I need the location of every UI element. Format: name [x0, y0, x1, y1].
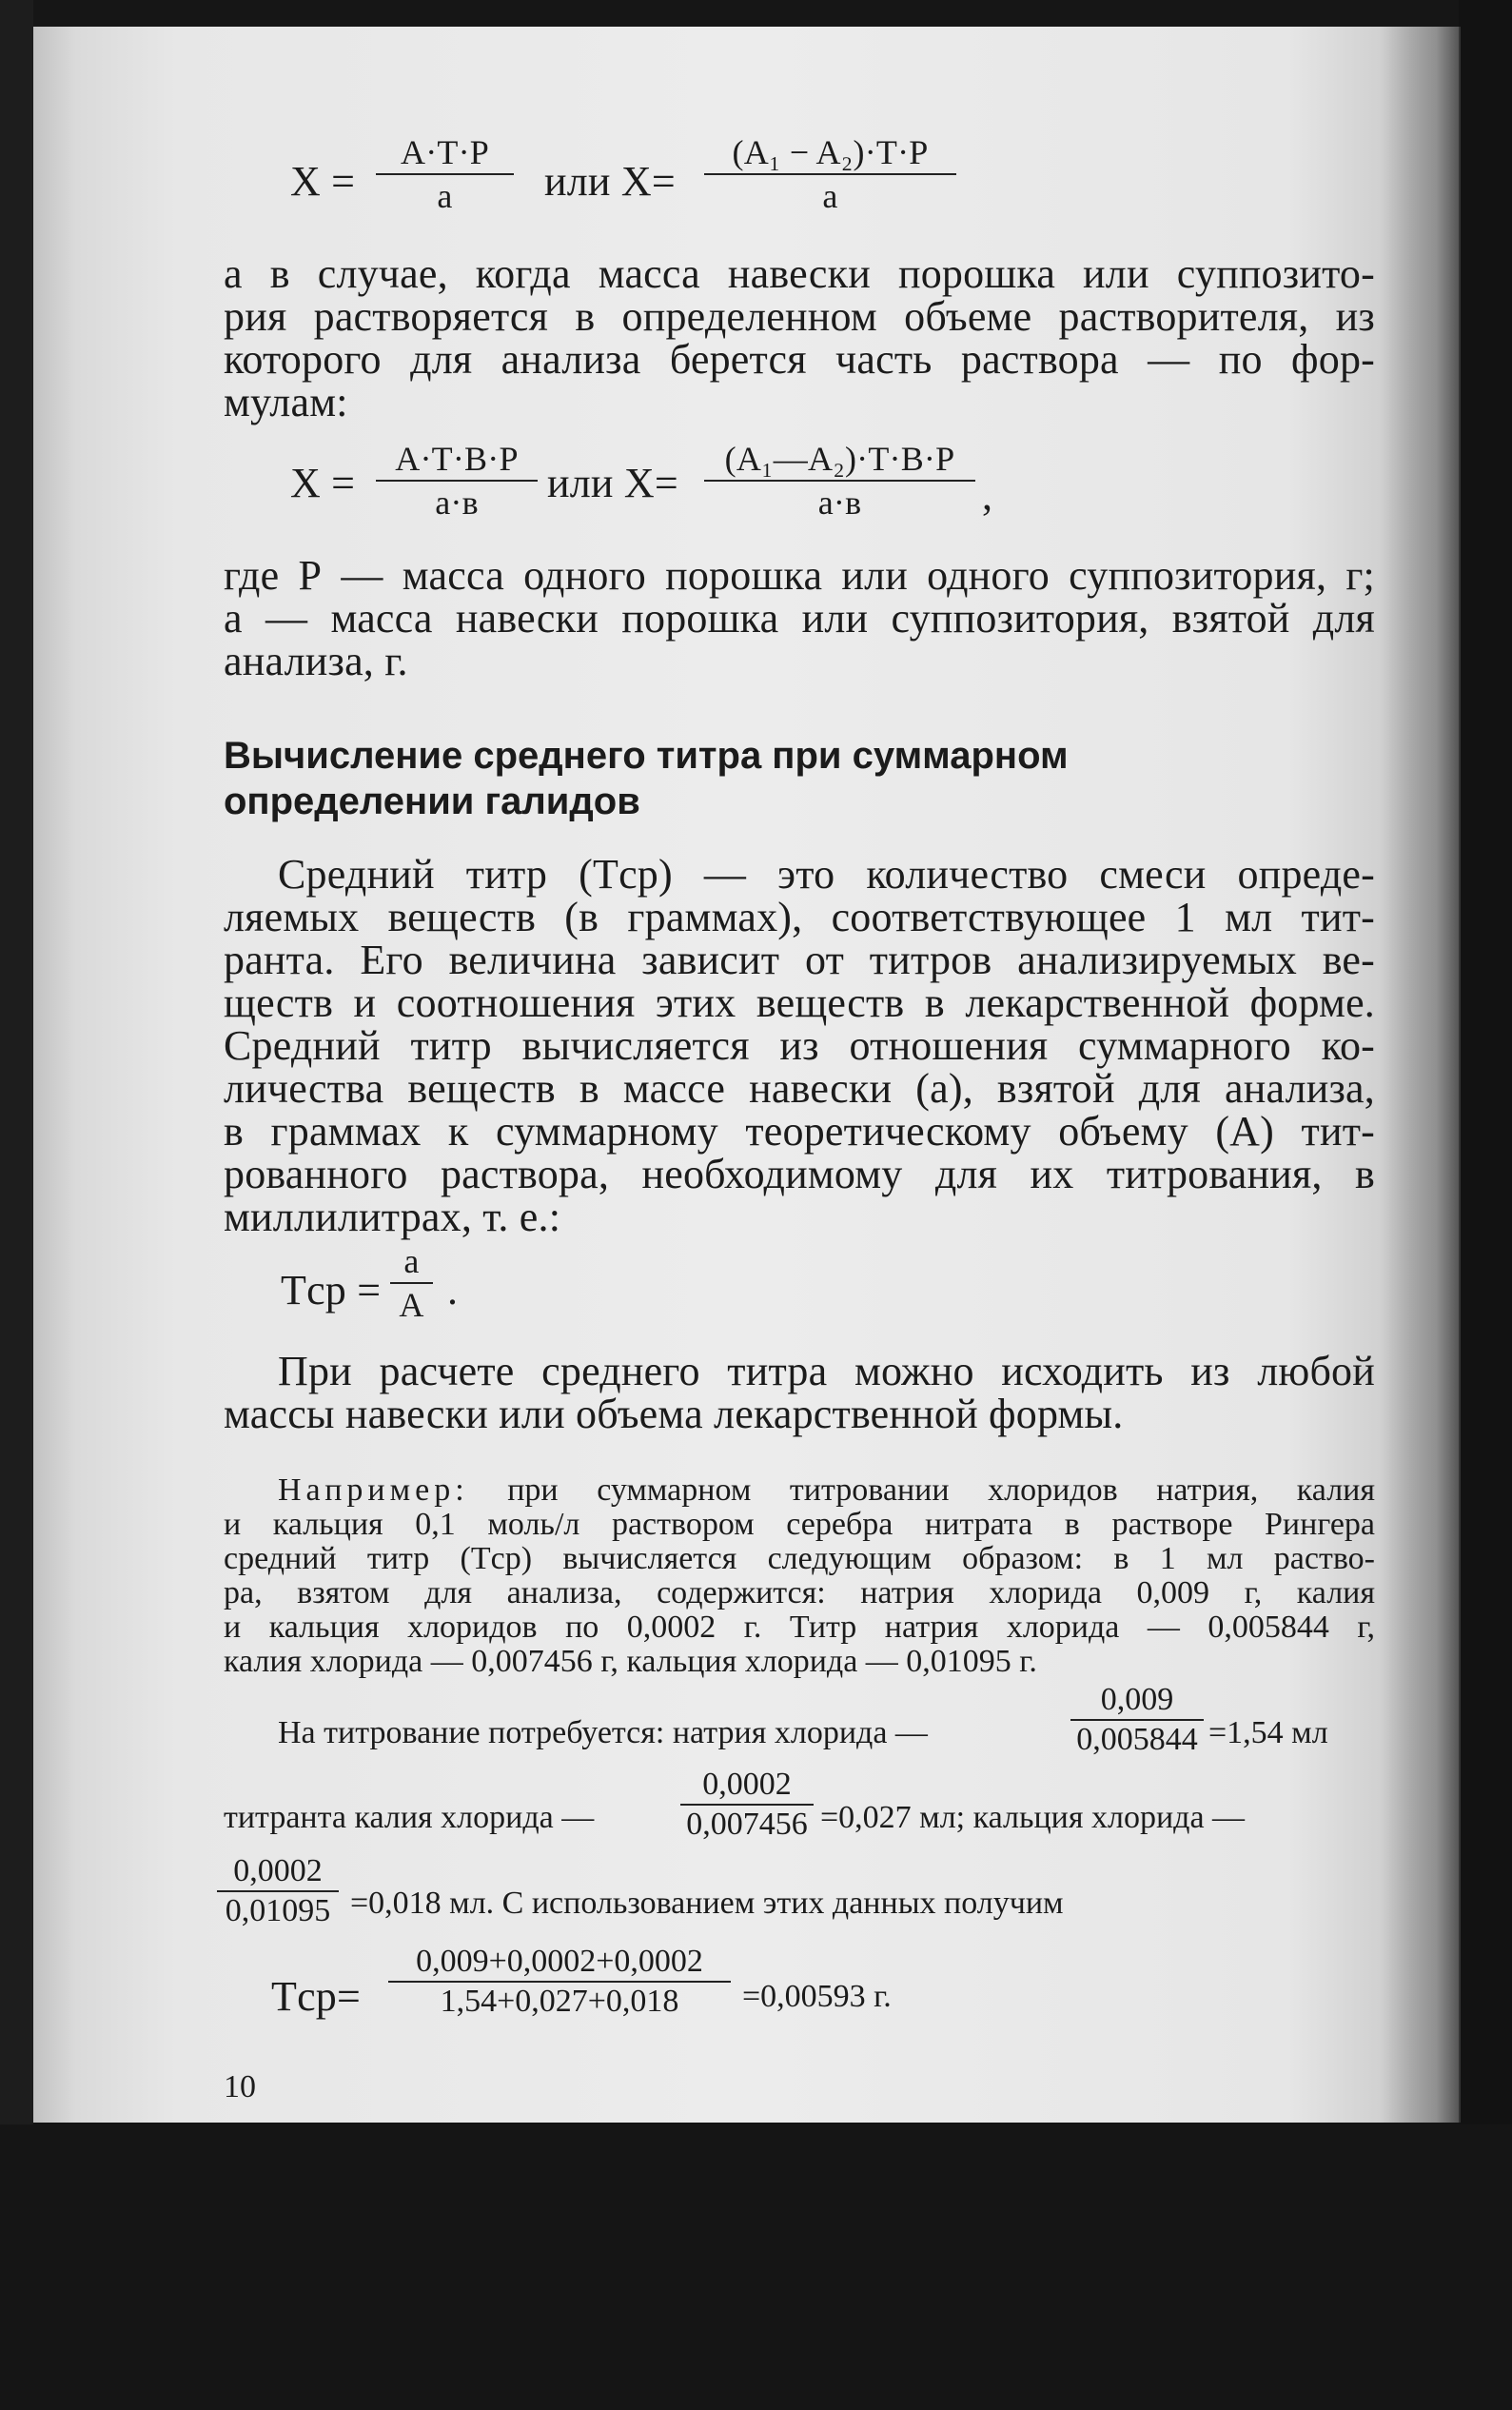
formula-1-numerator-b: (A₁ − A₂)·T·P	[704, 133, 956, 175]
text-line: где Р — масса одного порошка или одного суппозитория, г;	[224, 552, 1375, 599]
text-line: рия растворяется в определенном объеме растворителя, из	[224, 293, 1375, 340]
scan-border-left	[0, 0, 33, 2410]
calc-final-lhs: Tср=	[271, 1973, 362, 2020]
calc-fraction-1-den: 0,005844	[1076, 1722, 1198, 1757]
formula-2-comma: ,	[982, 472, 993, 519]
formula-3-fraction	[390, 1242, 433, 1324]
text-line: ранта. Его величина зависит от титров анализируемых ве-	[224, 937, 1375, 983]
text-line: а в случае, когда масса навески порошка или суппозито-	[224, 250, 1375, 297]
calc-fraction-3-den: 0,01095	[225, 1893, 331, 1928]
formula-3-numerator: a	[390, 1242, 433, 1284]
heading-line: Вычисление среднего титра при суммарном	[224, 735, 1069, 777]
scan-border-bottom	[0, 2124, 1512, 2410]
heading-line: определении галидов	[224, 780, 640, 822]
text-line: личества веществ в массе навески (а), взятой для анализа,	[224, 1065, 1375, 1112]
formula-2-fraction-a	[376, 440, 538, 522]
calc-fraction-2-den: 0,007456	[686, 1807, 808, 1842]
calc-line-3-result: =0,018 мл. С использованием этих данных получим	[350, 1886, 1064, 1921]
calc-fraction-3	[217, 1854, 339, 1928]
formula-1-numerator-a: A·T·P	[376, 133, 514, 175]
formula-1-denominator-a: a	[437, 177, 453, 215]
formula-1-denominator-b: a	[822, 177, 838, 215]
example-line-1-text: при суммарном титровании хлоридов натрия, калия	[468, 1472, 1375, 1508]
text-line: ляемых веществ (в граммах), соответствующее 1 мл тит-	[224, 894, 1375, 940]
calc-fraction-3-num: 0,0002	[217, 1854, 339, 1892]
text-line: рованного раствора, необходимому для их титрования, в	[224, 1151, 1375, 1197]
formula-2-numerator-a: A·T·B·P	[376, 440, 538, 482]
page-edge-shadow	[1380, 27, 1461, 2123]
example-line: и кальция хлоридов по 0,0002 г. Титр натрия хлорида — 0,005844 г,	[224, 1610, 1375, 1645]
formula-3-denominator: A	[399, 1286, 424, 1324]
formula-1-lhs: X =	[290, 158, 356, 205]
page-number: 10	[224, 2069, 256, 2104]
text-line: ществ и соотношения этих веществ в лекарственной форме.	[224, 979, 1375, 1026]
calc-line-1-result: =1,54 мл	[1208, 1715, 1328, 1750]
text-line: анализа, г.	[224, 638, 408, 684]
text-line: Средний титр вычисляется из отношения суммарного ко-	[224, 1022, 1375, 1069]
example-line: калия хлорида — 0,007456 г, кальция хлорида — 0,01095 г.	[224, 1644, 1037, 1679]
text-line: а — масса навески порошка или суппозитория, взятой для	[224, 595, 1375, 642]
scan-border-right	[1459, 0, 1512, 2410]
formula-2-denominator-b: a·в	[817, 484, 862, 522]
formula-2-or: или X=	[547, 460, 678, 506]
text-line: которого для анализа берется часть раствора — по фор-	[224, 336, 1375, 383]
text-line: При расчете среднего титра можно исходить из любой	[278, 1348, 1375, 1394]
calc-final-den: 1,54+0,027+0,018	[440, 1984, 679, 2019]
text-line: миллилитрах, т. е.:	[224, 1194, 561, 1240]
formula-2-numerator-b: (A₁—A₂)·T·B·P	[704, 440, 975, 482]
calc-fraction-1	[1070, 1683, 1204, 1757]
formula-3-lhs: Tср =	[281, 1267, 382, 1314]
formula-1-or: или X=	[544, 158, 676, 205]
formula-3-dot: .	[447, 1267, 459, 1314]
scan-border-top	[0, 0, 1512, 27]
calc-fraction-2	[680, 1768, 814, 1842]
calc-fraction-2-num: 0,0002	[680, 1768, 814, 1806]
example-line: и кальция 0,1 моль/л раствором серебра нитрата в растворе Рингера	[224, 1507, 1375, 1542]
calc-line-2-text: титранта калия хлорида —	[224, 1800, 595, 1835]
calc-line-2-result: =0,027 мл; кальция хлорида —	[820, 1800, 1246, 1835]
calc-final-result: =0,00593 г.	[742, 1979, 892, 2014]
formula-1-fraction-a	[376, 133, 514, 215]
calc-line-1-text: На титрование потребуется: натрия хлорида —	[278, 1715, 928, 1750]
example-lead: Например:	[278, 1472, 469, 1508]
example-line-1	[278, 1473, 1375, 1508]
text-line: Средний титр (Tср) — это количество смеси опреде-	[278, 851, 1375, 898]
text-line: массы навески или объема лекарственной формы.	[224, 1391, 1124, 1437]
text-line: мулам:	[224, 379, 348, 425]
example-line: ра, взятом для анализа, содержится: натрия хлорида 0,009 г, калия	[224, 1575, 1375, 1610]
formula-2-denominator-a: a·в	[435, 484, 479, 522]
formula-1-fraction-b	[704, 133, 956, 215]
example-line: средний титр (Tср) вычисляется следующим образом: в 1 мл раство-	[224, 1541, 1375, 1576]
calc-final-fraction	[388, 1945, 731, 2019]
text-line: в граммах к суммарному теоретическому объему (А) тит-	[224, 1108, 1375, 1155]
formula-2-lhs: X =	[290, 460, 356, 506]
calc-final-num: 0,009+0,0002+0,0002	[388, 1945, 731, 1983]
calc-fraction-1-num: 0,009	[1070, 1683, 1204, 1721]
formula-2-fraction-b	[704, 440, 975, 522]
